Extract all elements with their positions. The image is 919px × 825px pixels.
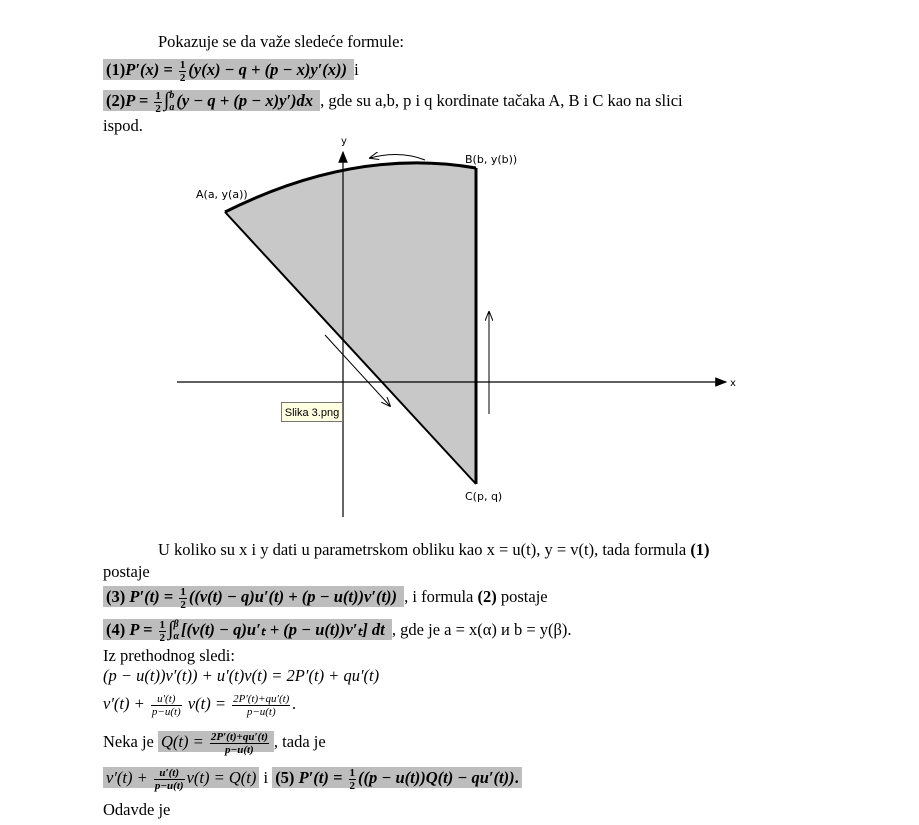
neka-pre: Neka je bbox=[103, 732, 158, 751]
fraction-numerator: 1 bbox=[159, 618, 165, 631]
formula-4-highlight bbox=[103, 618, 392, 644]
fraction-numerator: u′(t) bbox=[154, 767, 185, 780]
formula-1-label: (1) bbox=[106, 60, 126, 79]
paragraph-2 bbox=[158, 538, 710, 562]
fraction bbox=[154, 767, 185, 792]
half-fraction bbox=[159, 619, 167, 644]
formula-1 bbox=[103, 58, 359, 84]
paragraph-2-continuation: postaje bbox=[103, 562, 150, 581]
formula-2 bbox=[103, 88, 683, 115]
fraction-denominator: 2 bbox=[180, 598, 186, 611]
half-fraction bbox=[179, 586, 187, 611]
equation-c-lhs: v′(t) + bbox=[106, 768, 152, 787]
formula-5-lhs: P′(t) = bbox=[298, 768, 347, 787]
integral-limits bbox=[173, 619, 179, 643]
fraction-numerator: 1 bbox=[349, 766, 356, 779]
formula-4-label: (4) bbox=[106, 620, 126, 639]
fraction-denominator: 2 bbox=[349, 779, 356, 792]
integral-limits bbox=[169, 90, 174, 114]
formula-4-lhs: P = bbox=[129, 620, 157, 639]
arrow-along-curve bbox=[370, 154, 425, 160]
formula-1-after: i bbox=[354, 60, 359, 79]
fraction bbox=[151, 693, 182, 718]
half-fraction bbox=[349, 767, 357, 792]
formula-3-lhs: P′(t) = bbox=[129, 587, 178, 606]
fraction-numerator: 2P′(t)+qu′(t) bbox=[233, 692, 290, 705]
formula-2-after: , gde su a,b, p i q kordinate tačaka A, B i C kao na slici bbox=[320, 91, 683, 110]
fraction bbox=[210, 731, 269, 756]
axis-y-label: y bbox=[341, 136, 347, 147]
neka-line bbox=[103, 730, 326, 756]
shaded-region bbox=[225, 163, 476, 484]
half-fraction bbox=[179, 59, 187, 84]
formula-3-after: , i formula bbox=[404, 587, 478, 606]
formula-4-after: , gde je a = x(α) и b = y(β). bbox=[391, 620, 572, 639]
formula-2-lhs: P = bbox=[125, 91, 153, 110]
fraction-denominator: 2 bbox=[179, 71, 186, 84]
formula-2-highlight bbox=[103, 89, 320, 115]
neka-post: , tada je bbox=[273, 732, 326, 751]
integral-sign: ∫ bbox=[163, 89, 170, 111]
fraction bbox=[232, 693, 290, 718]
equation-a: (p − u(t))v′(t)) + u′(t)v(t) = 2P′(t) + qu′(t) bbox=[103, 666, 380, 685]
formula-3-highlight bbox=[103, 585, 404, 611]
point-a-label: A(a, y(a)) bbox=[196, 188, 248, 201]
fraction-numerator: u′(t) bbox=[151, 693, 182, 706]
equation-c-mid: i bbox=[259, 768, 273, 787]
point-b-label: B(b, y(b)) bbox=[465, 153, 518, 166]
formula-5-label: (5) bbox=[275, 768, 295, 787]
intro-text: Pokazuje se da važe sledeće formule: bbox=[158, 32, 405, 51]
formula-2-body: (y − q + (p − x)y′)dx bbox=[176, 91, 314, 110]
fraction-denominator: 2 bbox=[159, 631, 165, 644]
formula-5-end: . bbox=[514, 768, 519, 787]
paragraph-2-text: U koliko su x i y dati u parametrskom obliku kao x = u(t), y = v(t), tada formula bbox=[158, 540, 691, 559]
neka-highlight bbox=[158, 730, 274, 756]
fraction-numerator: 1 bbox=[179, 58, 186, 71]
image-tooltip: Slika 3.png bbox=[281, 402, 343, 422]
odavde-text: Odavde je bbox=[103, 800, 171, 819]
formula-ref-2: (2) bbox=[477, 587, 497, 606]
lower-limit: a bbox=[169, 102, 175, 114]
fraction-numerator: 1 bbox=[155, 89, 161, 102]
formula-1-lhs: P′(x) = bbox=[125, 60, 177, 79]
formula-3-after2: postaje bbox=[496, 587, 548, 606]
formula-4 bbox=[103, 617, 572, 644]
equation-b-lhs: v′(t) + bbox=[103, 694, 149, 713]
equation-c-highlight bbox=[103, 766, 259, 792]
formula-3-label: (3) bbox=[106, 587, 126, 606]
formula-1-highlight bbox=[103, 58, 354, 84]
figure-graph bbox=[170, 132, 770, 522]
formula-2-continuation: ispod. bbox=[103, 116, 143, 135]
formula-5-body: ((p − u(t))Q(t) − qu′(t)) bbox=[358, 768, 515, 787]
fraction-denominator: p−u(t) bbox=[151, 705, 181, 718]
equation-b-mid: v(t) = bbox=[183, 694, 231, 713]
upper-limit: b bbox=[169, 90, 175, 102]
fraction-numerator: 2P′(t)+qu′(t) bbox=[210, 730, 268, 743]
from-previous-text: Iz prethodnog sledi: bbox=[103, 646, 235, 665]
equation-c-rhs: v(t) = Q(t) bbox=[186, 768, 257, 787]
formula-4-body: [(v(t) − q)u′ₜ + (p − u(t))v′ₜ] dt bbox=[181, 620, 385, 639]
upper-limit: β bbox=[173, 619, 179, 631]
fraction-numerator: 1 bbox=[180, 585, 186, 598]
equation-b-end: . bbox=[292, 694, 297, 713]
fraction-denominator: p−u(t) bbox=[154, 779, 184, 792]
neka-q: Q(t) = bbox=[160, 732, 208, 751]
formula-3-body: ((v(t) − q)u′(t) + (p − u(t))v′(t)) bbox=[188, 587, 398, 606]
fraction-denominator: 2 bbox=[155, 102, 161, 115]
fraction-denominator: p−u(t) bbox=[225, 743, 254, 756]
fraction-denominator: p−u(t) bbox=[246, 705, 276, 718]
formula-5-highlight bbox=[272, 766, 522, 792]
equation-c bbox=[103, 766, 522, 792]
formula-2-label: (2) bbox=[106, 91, 126, 110]
axis-x-label: x bbox=[730, 378, 736, 389]
formula-ref-1: (1) bbox=[690, 540, 710, 559]
half-fraction bbox=[154, 90, 162, 115]
equation-b bbox=[103, 692, 296, 718]
formula-3 bbox=[103, 585, 548, 611]
point-c-label: C(p, q) bbox=[465, 490, 503, 503]
integral-sign: ∫ bbox=[168, 618, 174, 640]
lower-limit: α bbox=[173, 631, 180, 643]
formula-1-body: (y(x) − q + (p − x)y′(x)) bbox=[188, 60, 348, 79]
